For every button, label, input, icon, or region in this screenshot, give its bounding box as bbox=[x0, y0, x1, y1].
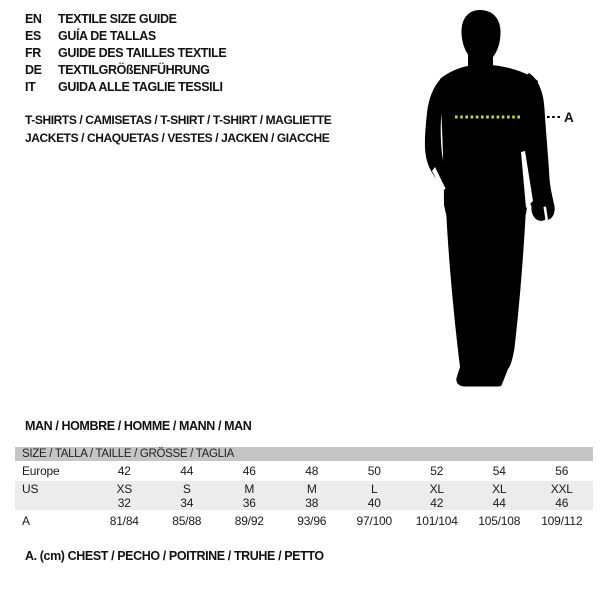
row-label: A bbox=[22, 513, 30, 528]
table-cell: 36 bbox=[242, 496, 256, 510]
category-list bbox=[25, 111, 331, 147]
language-label: GUIDE DES TAILLES TEXTILE bbox=[58, 46, 227, 60]
table-cell: 38 bbox=[305, 496, 319, 510]
table-cell: 40 bbox=[367, 496, 381, 510]
category-line-tshirts: T-SHIRTS / CAMISETAS / T-SHIRT / T-SHIRT / MAGLIETTE bbox=[25, 113, 332, 127]
language-code: EN bbox=[25, 12, 42, 26]
language-row-es bbox=[25, 28, 226, 45]
table-row-us bbox=[15, 481, 593, 496]
table-cell: 52 bbox=[430, 464, 444, 478]
measurement-footnote: A. (cm) CHEST / PECHO / POITRINE / TRUHE / PETTO bbox=[25, 549, 324, 563]
row-label: Europe bbox=[22, 464, 60, 478]
language-row-fr bbox=[25, 45, 226, 62]
table-cell: XXL bbox=[550, 481, 573, 496]
language-label: GUÍA DE TALLAS bbox=[58, 29, 156, 43]
language-label: TEXTILGRÖßENFÜHRUNG bbox=[58, 63, 210, 77]
silhouette-detail-cuts bbox=[432, 151, 548, 221]
table-cell: L bbox=[371, 481, 378, 496]
category-line-jackets: JACKETS / CHAQUETAS / VESTES / JACKEN / GIACCHE bbox=[25, 131, 330, 145]
language-code: DE bbox=[25, 63, 42, 77]
table-cell: 89/92 bbox=[234, 513, 264, 528]
table-cell: 85/88 bbox=[172, 513, 202, 528]
table-cell: XL bbox=[429, 481, 444, 496]
table-cell: 50 bbox=[367, 464, 381, 478]
table-cell: 48 bbox=[305, 464, 319, 478]
table-cell: 101/104 bbox=[415, 513, 458, 528]
language-code: IT bbox=[25, 80, 36, 94]
language-list bbox=[25, 11, 226, 96]
measure-label-a: A bbox=[564, 110, 574, 125]
language-label: TEXTILE SIZE GUIDE bbox=[58, 12, 177, 26]
table-cell: 42 bbox=[117, 464, 131, 478]
table-cell: 105/108 bbox=[478, 513, 521, 528]
table-cell: XL bbox=[492, 481, 507, 496]
man-silhouette bbox=[425, 10, 555, 387]
table-cell: 109/112 bbox=[541, 513, 583, 528]
table-row-us-numeric bbox=[15, 496, 593, 510]
table-cell: 46 bbox=[555, 496, 569, 510]
language-code: FR bbox=[25, 46, 41, 60]
language-label: GUIDA ALLE TAGLIE TESSILI bbox=[58, 80, 223, 94]
table-cell: M bbox=[244, 481, 255, 496]
size-table bbox=[15, 447, 593, 531]
language-code: ES bbox=[25, 29, 41, 43]
table-cell: 44 bbox=[180, 464, 194, 478]
table-cell: 46 bbox=[242, 464, 256, 478]
size-table-header: SIZE / TALLA / TAILLE / GRÖSSE / TAGLIA bbox=[15, 447, 593, 461]
table-cell: 56 bbox=[555, 464, 569, 478]
language-row-de bbox=[25, 62, 226, 79]
table-cell: 54 bbox=[492, 464, 506, 478]
table-cell: S bbox=[182, 481, 191, 496]
section-title: MAN / HOMBRE / HOMME / MANN / MAN bbox=[25, 419, 252, 433]
table-cell: 97/100 bbox=[356, 513, 392, 528]
table-row-chest-a bbox=[15, 510, 593, 531]
language-row-it bbox=[25, 79, 226, 96]
table-cell: 32 bbox=[117, 496, 131, 510]
table-cell: XS bbox=[116, 481, 133, 496]
table-cell: 42 bbox=[430, 496, 444, 510]
table-cell: 34 bbox=[180, 496, 194, 510]
table-cell: 44 bbox=[492, 496, 506, 510]
table-cell: M bbox=[306, 481, 317, 496]
row-label: US bbox=[22, 481, 39, 496]
table-cell: 81/84 bbox=[109, 513, 139, 528]
table-cell: 93/96 bbox=[297, 513, 327, 528]
table-row-europe bbox=[15, 461, 593, 481]
language-row-en bbox=[25, 11, 226, 28]
